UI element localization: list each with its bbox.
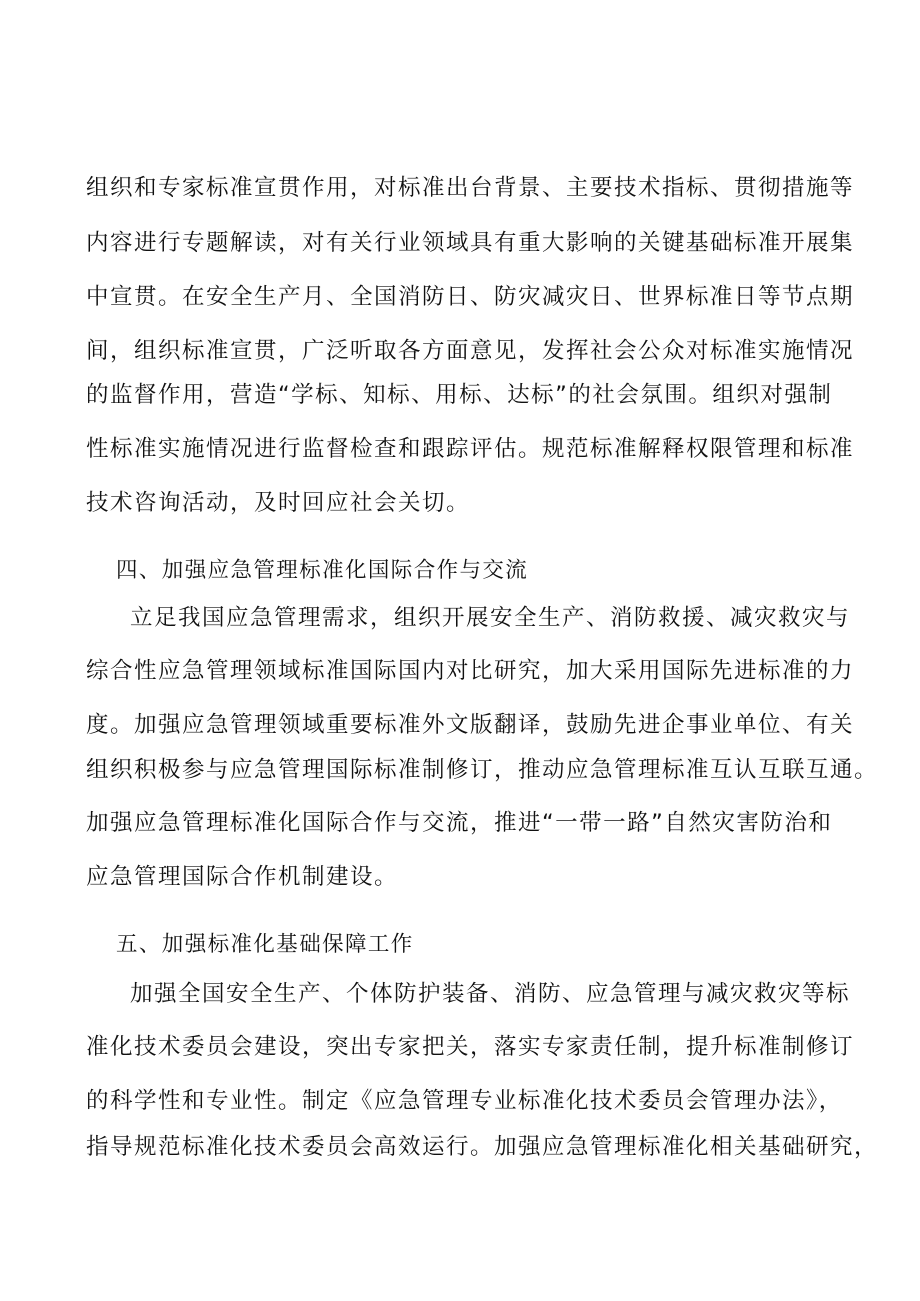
paragraph-line: 中宣贯。在安全生产月、全国消防日、防灾减灾日、世界标准日等节点期 — [86, 284, 855, 310]
section-heading-4: 四、加强应急管理标准化国际合作与交流 — [116, 558, 529, 583]
paragraph-line: 组织和专家标准宣贯作用，对标准出台背景、主要技术指标、贯彻措施等 — [86, 175, 855, 201]
paragraph-line: 综合性应急管理领域标准国际国内对比研究，加大采用国际先进标准的力 — [86, 658, 855, 684]
paragraph-line: 间，组织标准宣贯，广泛听取各方面意见，发挥社会公众对标准实施情况 — [86, 338, 855, 364]
paragraph-line: 组织积极参与应急管理国际标准制修订，推动应急管理标准互认互联互通。 — [86, 757, 879, 783]
paragraph-line: 加强全国安全生产、个体防护装备、消防、应急管理与减灾救灾等标 — [130, 981, 851, 1007]
paragraph-line: 的科学性和专业性。制定《应急管理专业标准化技术委员会管理办法》， — [86, 1088, 843, 1114]
paragraph-line: 的监督作用，营造“学标、知标、用标、达标”的社会氛围。组织对强制 — [86, 382, 833, 408]
paragraph-line: 加强应急管理标准化国际合作与交流，推进“一带一路”自然灾害防治和 — [86, 810, 833, 836]
paragraph-line: 度。加强应急管理领域重要标准外文版翻译，鼓励先进企事业单位、有关 — [86, 712, 855, 738]
paragraph-line: 性标准实施情况进行监督检查和跟踪评估。规范标准解释权限管理和标准 — [86, 436, 855, 462]
paragraph-line: 内容进行专题解读，对有关行业领域具有重大影响的关键基础标准开展集 — [86, 230, 855, 256]
section-heading-5: 五、加强标准化基础保障工作 — [116, 932, 414, 957]
paragraph-line: 准化技术委员会建设，突出专家把关，落实专家责任制，提升标准制修订 — [86, 1034, 855, 1060]
paragraph-line: 立足我国应急管理需求，组织开展安全生产、消防救援、减灾救灾与 — [130, 605, 851, 631]
paragraph-line: 指导规范标准化技术委员会高效运行。加强应急管理标准化相关基础研究， — [86, 1134, 879, 1160]
paragraph-line: 技术咨询活动，及时回应社会关切。 — [86, 490, 471, 516]
paragraph-line: 应急管理国际合作机制建设。 — [86, 864, 399, 890]
